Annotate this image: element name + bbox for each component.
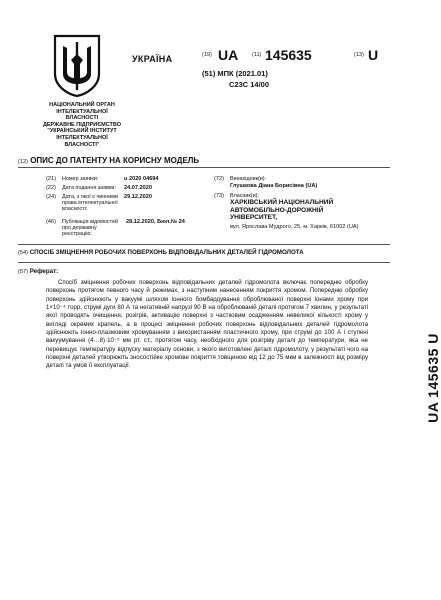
authority-line: ВЛАСНОСТІ [65,115,99,122]
field-num: (72) [214,176,224,182]
title-text: СПОСІБ ЗМІЦНЕННЯ РОБОЧИХ ПОВЕРХОНЬ ВІДПОВІДАЛЬНИХ ДЕТАЛЕЙ ГІДРОМОЛОТА [29,249,304,256]
field-19-num: (19) [202,52,212,58]
authority-line: ДЕРЖАВНЕ ПІДПРИЄМСТВО [42,121,122,128]
abstract-text: Спосіб зміцнення робочих поверхонь відповідальних деталей гідромолота включає попередню обробку поверхонь протягом певного часу й режимах, з наступним нанесенням покриття хромом. Попередню обробку поверхонь здійснюють у вакуумі шляхом іонного бомбардування оброблюваної поверхні іонами хрому при 1×10⁻⁴ торр, струмі дуги 80 А та негативній напрузі 90 В на оброблюваній деталі протягом 7 хвилин, у результаті якої проводять очищення, розігрів, активацію поверхні з частковим осадженням невеликої кількості хрому у вигляді окремих крапель, а в процесі зміцнення робочих поверхонь відповідальних деталей гідромолота здійснюють іонно-плазмовим хромуванням з використанням пластичного хрому, при струмі до 100 А і ступені вакуумування (4…8)·10⁻⁵ мм рт. ст., протягом часу, необхідного для розігріву деталі до температури, яка не перевищує температуру відпуску матеріалу основи, з якого виготовлені деталі гідромолоту, у результаті чого на поверхні деталей утворюють зносостійке хромове покриття товщиною від 12 до 75 мкм в залежності від розміру деталі та умов її експлуатації. [46,279,368,370]
field-value: ХАРКІВСЬКИЙ НАЦІОНАЛЬНИЙ АВТОМОБІЛЬНО-ДОРОЖНІЙ УНІВЕРСИТЕТ, [230,199,334,222]
field-value: u 2020 04694 [124,176,159,182]
abstract-heading-text: Реферат: [29,268,59,275]
owner-address: вул. Ярослава Мудрого, 25, м. Харків, 61002 (UA) [230,224,359,230]
kind-code: U [368,47,379,63]
authority-line: ІНТЕЛЕКТУАЛЬНОЇ [56,108,108,115]
side-patent-code: UA 145635 U [424,333,441,423]
field-num: (22) [46,185,56,191]
field-num: (73) [214,193,224,199]
field-11-num: (11) [252,52,262,58]
separator-line [18,167,390,168]
country-code: UA [218,47,239,63]
field-label: Номер заявки: [62,176,99,182]
doctype-num: (12) [18,159,28,165]
field-label: Дата, з якої є чинними права інтелектуальної власності: [62,194,118,213]
field-num: (24) [46,194,56,200]
ipc-code: C23C 14/00 [229,80,270,89]
field-label: Дата подання заявки: [62,185,116,191]
authority-line: "УКРАЇНСЬКИЙ ІНСТИТУТ [47,128,117,135]
patent-number: 145635 [265,47,312,63]
abstract-num: (57) [18,269,28,275]
doctype-text: ОПИС ДО ПАТЕНТУ НА КОРИСНУ МОДЕЛЬ [30,156,200,165]
authority-line: ІНТЕЛЕКТУАЛЬНОЇ [56,134,108,141]
field-label: Власник(и): [230,193,259,199]
field-value: Глушкова Діана Борисівна (UA) [230,183,318,189]
authority-line: НАЦІОНАЛЬНИЙ ОРГАН [49,102,115,108]
utility-model-title [18,249,304,256]
ipc-heading: (51) МПК (2021.01) [202,69,268,78]
field-13-num: (13) [354,52,364,58]
country-name: УКРАЇНА [132,54,173,64]
separator-line [18,262,390,263]
field-label: Винахідник(и): [230,176,267,182]
title-num: (54) [18,250,28,256]
separator-line [18,244,390,245]
field-num: (46) [46,219,56,225]
abstract-heading [18,268,58,275]
field-label: Публікація відомостей про державну реєстрацію: [62,219,119,238]
trident-emblem-icon [53,34,101,98]
field-value: 24.07.2020 [124,185,152,191]
document-type [18,156,199,165]
authority-line: ВЛАСНОСТІ" [64,141,100,148]
field-num: (21) [46,176,56,182]
field-value: 29.12.2020 [124,194,152,200]
issuing-authority [28,102,136,148]
field-value: 28.12.2020, Бюл.№ 24 [126,219,185,225]
